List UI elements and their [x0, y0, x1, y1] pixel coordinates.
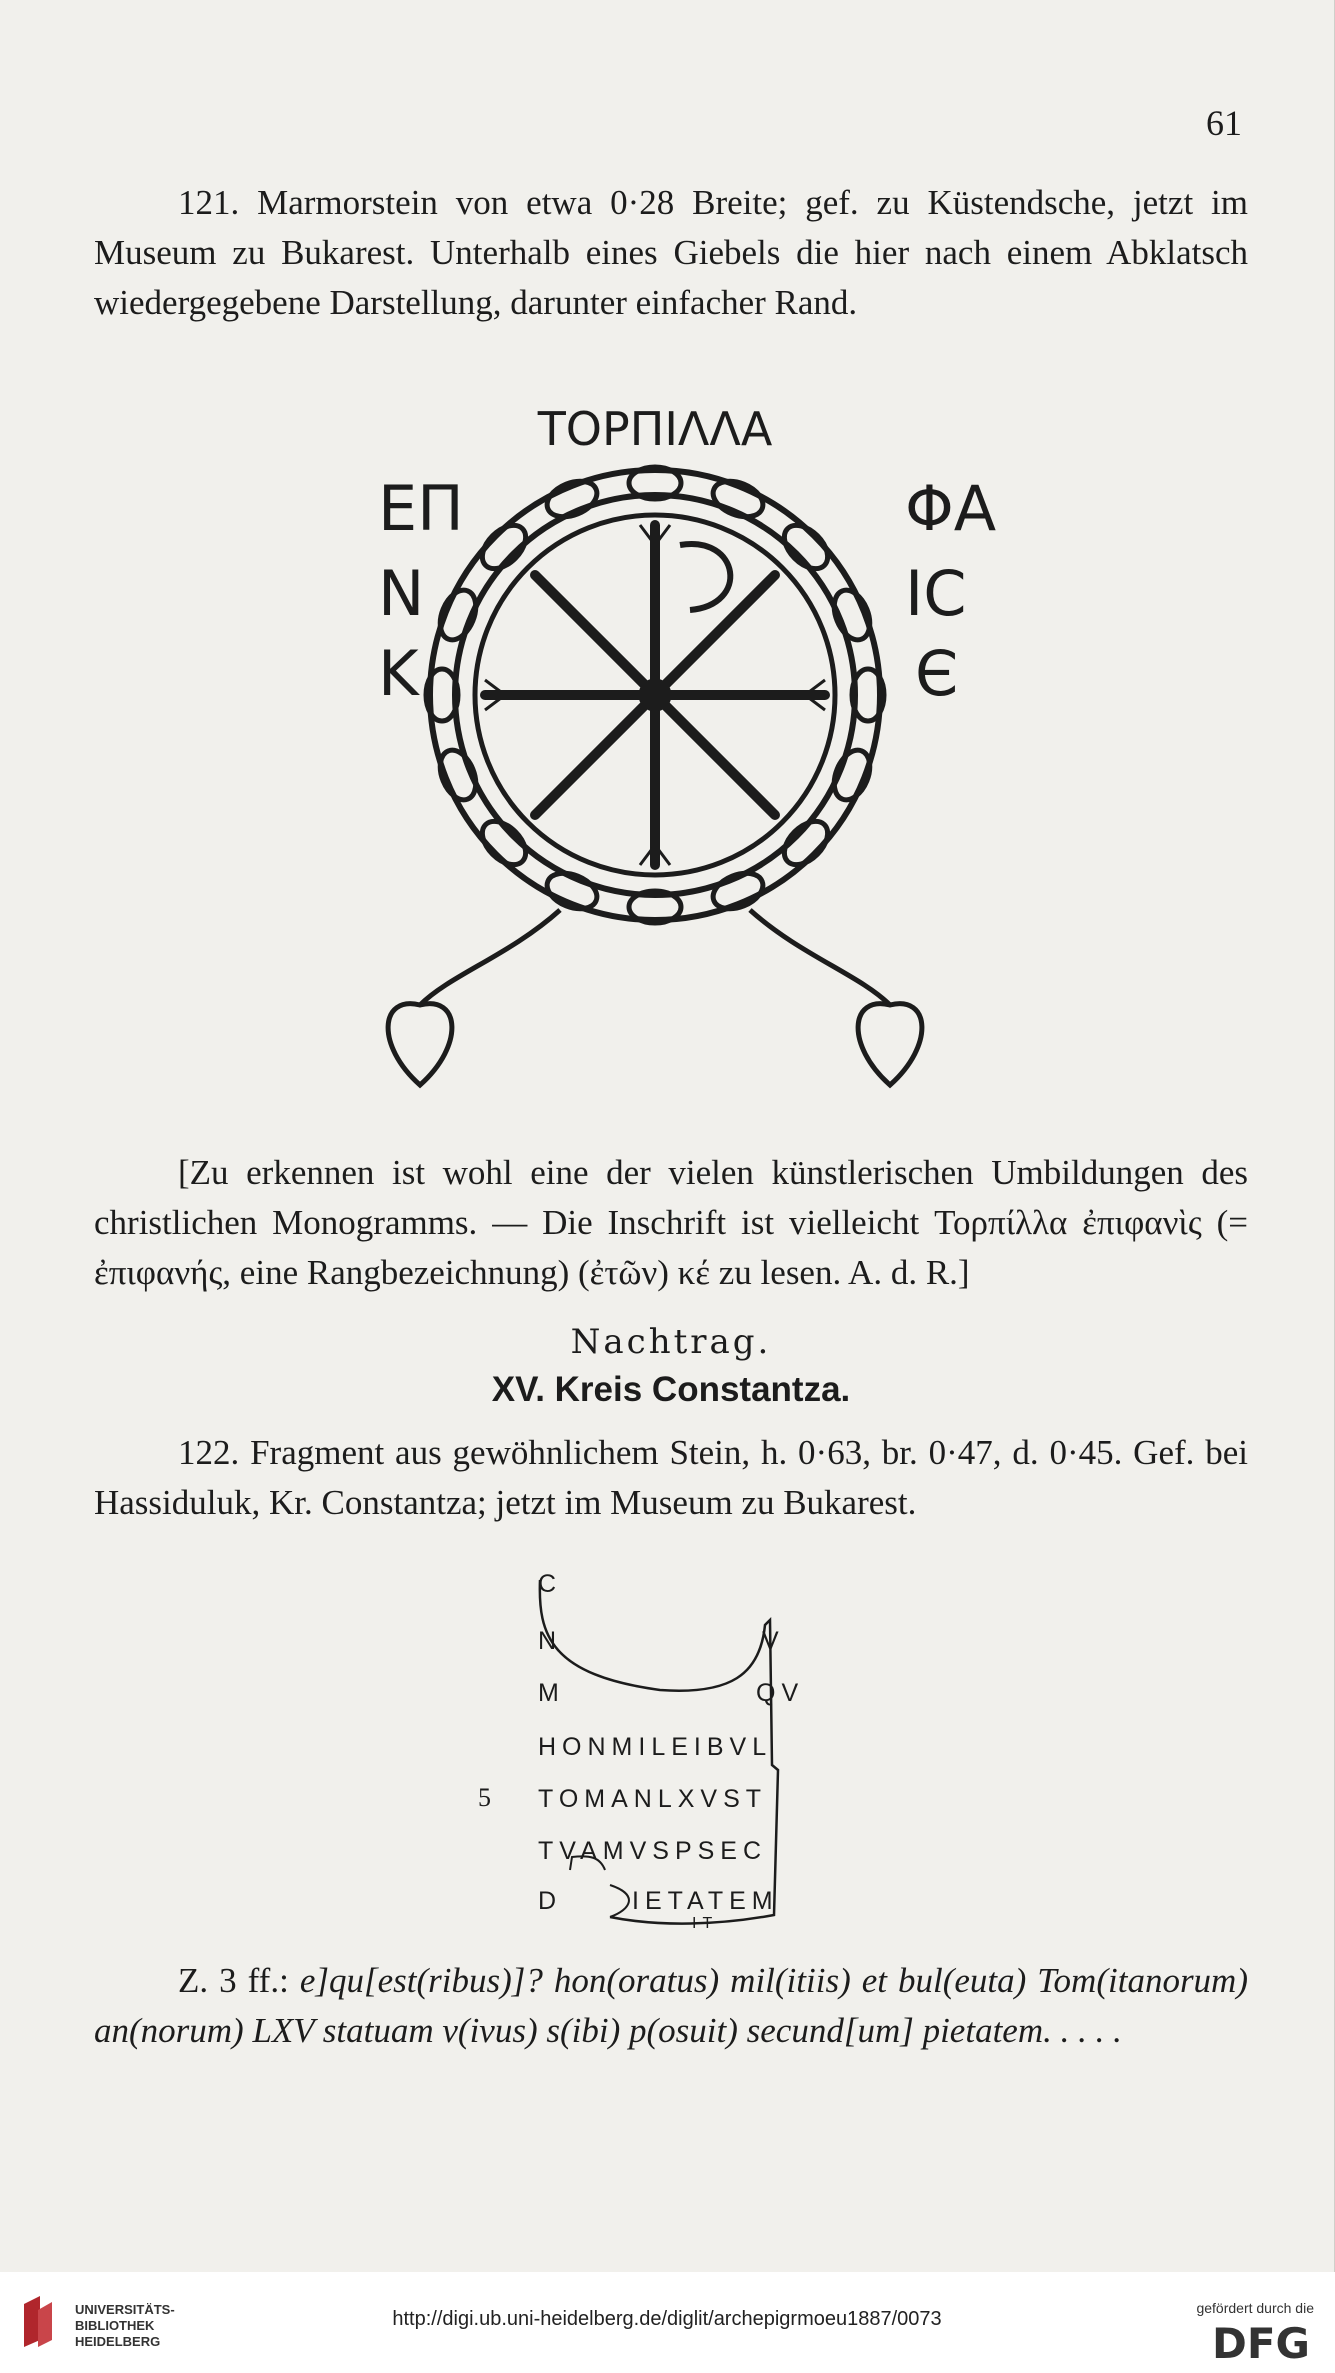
- inscription-line-8: IT: [692, 1915, 719, 1932]
- commentary: [Zu erkennen ist wohl eine der vielen künstlerischen Umbildungen des christlichen Monogramms. — Die Inschrift ist vielleicht Τορπίλλα ἐπιφανὶς (= ἐπιφανής, eine Rangbezeichnung) (ἐτῶν) κέ zu lesen. A. d. R.]: [94, 1153, 1248, 1292]
- funder-text: gefördert durch die: [1196, 2300, 1314, 2316]
- relief-right-letters-1: ΦΑ: [905, 472, 997, 545]
- source-url-link[interactable]: http://digi.ub.uni-heidelberg.de/diglit/archepigrmoeu1887/0073: [392, 2308, 942, 2330]
- page-number: 61: [1206, 103, 1242, 143]
- inscription-line-4: HONMILEIBVL: [538, 1733, 773, 1761]
- footer-bar: [0, 2272, 1334, 2373]
- relief-left-letters-1: ΕΠ: [378, 472, 464, 545]
- section-heading: XV. Kreis Constantza.: [491, 1370, 851, 1409]
- reading-note-label: Z. 3 ff.:: [178, 1961, 289, 2000]
- inscription-line-5: TOMANLXVST: [538, 1785, 768, 1813]
- relief-left-letters-3: Κ: [378, 637, 419, 710]
- inscription-line-7-right: IETATEM: [632, 1887, 779, 1915]
- institution-line-1: UNIVERSITÄTS-: [75, 2302, 175, 2317]
- nachtrag-label: Nachtrag.: [570, 1322, 772, 1362]
- inscription-line-6: TVAMVSPSEC: [538, 1837, 768, 1865]
- relief-top-inscription: ΤΟΡΠΙΛΛΑ: [537, 402, 773, 456]
- relief-left-letters-2: Ν: [378, 557, 425, 630]
- inscription-line-2-left: N: [538, 1627, 563, 1655]
- inscription-line-1: C: [538, 1570, 563, 1598]
- inscription-line-2-right: V: [762, 1627, 785, 1655]
- institution-line-2: BIBLIOTHEK: [75, 2318, 155, 2333]
- relief-right-letters-3: Є: [915, 637, 959, 710]
- entry-122: 122. Fragment aus gewöhnlichem Stein, h. 0·63, br. 0·47, d. 0·45. Gef. bei Hassiduluk, Kr. Constantza; jetzt im Museum zu Bukarest.: [94, 1433, 1248, 1522]
- inscription-line-7-left: D: [538, 1887, 563, 1915]
- inscription-line-number: 5: [478, 1783, 491, 1812]
- entry-121: 121. Marmorstein von etwa 0·28 Breite; gef. zu Küstendsche, jetzt im Museum zu Bukarest. Unterhalb eines Giebels die hier nach einem Abklatsch wiedergegebene Darstellung, darunter einfacher Rand.: [94, 183, 1248, 322]
- relief-right-letters-2: ΙC: [905, 557, 967, 630]
- institution-line-3: HEIDELBERG: [75, 2334, 161, 2349]
- inscription-line-3-left: M: [538, 1679, 565, 1707]
- dfg-logo-text: DFG: [1211, 2319, 1310, 2368]
- relief-drawing: [360, 395, 997, 1135]
- inscription-fragment: [460, 1565, 840, 1940]
- reading-note-text: e]qu[est(ribus)]? hon(oratus) mil(itiis) et bul(euta) Tom(itanorum) an(norum) LXV statuam v(ivus) s(ibi) p(osuit) secund[um] pietatem. . . . .: [94, 1961, 1248, 2050]
- reading-note: [94, 1956, 1248, 2056]
- inscription-line-3-right: QV: [756, 1679, 805, 1707]
- dfg-logo-icon: [1192, 2319, 1312, 2368]
